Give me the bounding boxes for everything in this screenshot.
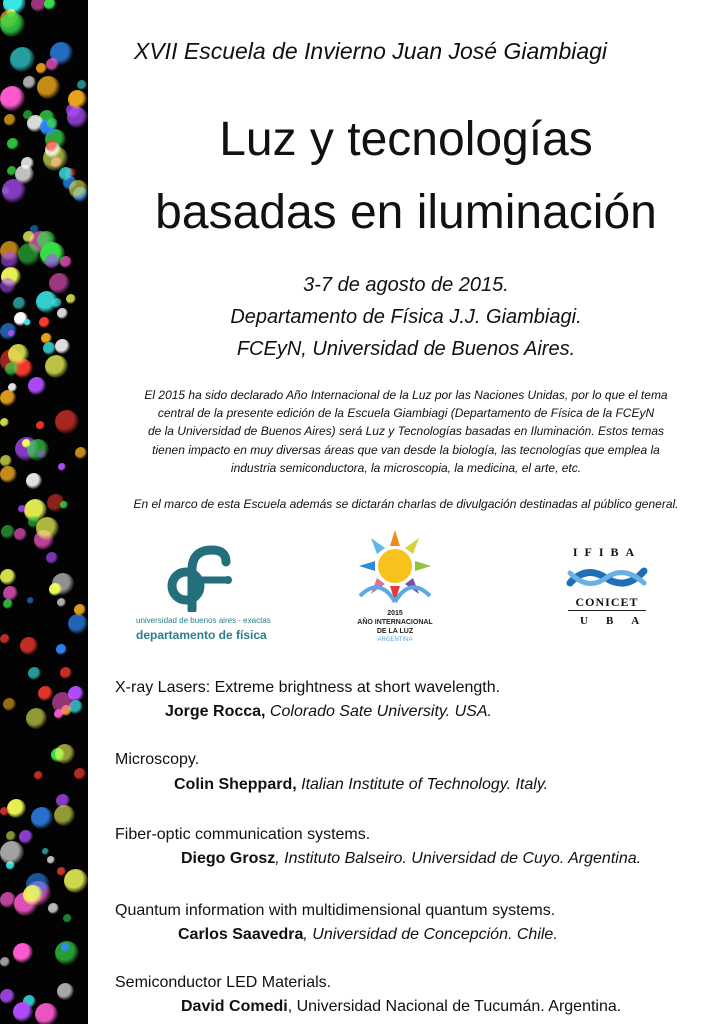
speaker-affiliation: , Universidad de Concepción. Chile.	[303, 926, 558, 943]
speaker-name: Diego Grosz	[181, 850, 276, 867]
bokeh-light	[57, 308, 68, 319]
bokeh-light	[3, 586, 18, 601]
bokeh-light	[67, 107, 88, 128]
df-logo-mark	[134, 540, 264, 612]
bokeh-light	[13, 297, 26, 310]
bokeh-light	[68, 614, 88, 634]
bokeh-light	[43, 342, 56, 355]
iyl-year: 2015	[387, 610, 403, 617]
bokeh-light	[2, 179, 26, 203]
bokeh-light	[26, 708, 47, 729]
bokeh-light	[14, 528, 27, 541]
bokeh-light	[7, 166, 17, 176]
speaker-affiliation: , Instituto Balseiro. Universidad de Cuyo. Argentina.	[275, 850, 642, 867]
bokeh-light	[57, 867, 66, 876]
event-department: Departamento de Física J.J. Giambiagi.	[230, 306, 582, 328]
conicet-name: CONICET	[575, 595, 639, 609]
bokeh-light	[74, 604, 86, 616]
bokeh-light	[31, 807, 53, 829]
poster-content	[88, 0, 724, 1024]
df-logo	[134, 540, 271, 650]
main-title-line-2: basadas en iluminación	[155, 186, 657, 239]
bokeh-light	[8, 383, 17, 392]
bokeh-light	[0, 455, 12, 467]
df-logo-name: departamento de física	[136, 628, 267, 642]
bokeh-light	[46, 58, 59, 71]
bokeh-light	[36, 421, 45, 430]
bokeh-light	[22, 439, 31, 448]
iyl-sun-icon	[350, 526, 440, 610]
bokeh-light	[0, 12, 25, 37]
talk-1-title: X-ray Lasers: Extreme brightness at short wavelength.	[115, 679, 501, 696]
bokeh-light	[45, 355, 68, 378]
bokeh-light	[0, 807, 9, 816]
bokeh-light	[55, 744, 75, 764]
uba-name: UBA	[580, 615, 658, 627]
bokeh-light	[21, 157, 34, 170]
infinity-wave-icon	[566, 563, 648, 593]
speaker-name: Colin Sheppard,	[174, 776, 297, 793]
iyl-logo	[350, 526, 440, 656]
bokeh-light	[55, 339, 70, 354]
bokeh-light	[26, 473, 42, 489]
bokeh-light	[58, 463, 66, 471]
bokeh-light	[19, 830, 33, 844]
bokeh-light	[13, 943, 33, 963]
description-line: industria semiconductora, la microscopia, la medicina, el arte, etc.	[230, 460, 582, 475]
iyl-name-line-1: AÑO INTERNACIONAL	[357, 619, 433, 626]
bokeh-light	[0, 989, 15, 1004]
bokeh-light	[0, 466, 17, 483]
bokeh-light	[46, 140, 58, 152]
bokeh-light	[56, 644, 67, 655]
bokeh-light	[6, 831, 16, 841]
bokeh-light	[18, 243, 41, 266]
ifiba-logo	[562, 545, 658, 635]
bokeh-light	[27, 597, 34, 604]
bokeh-light	[54, 805, 75, 826]
bokeh-light	[36, 517, 59, 540]
bokeh-light	[57, 598, 66, 607]
talk-1-speaker	[165, 703, 492, 721]
bokeh-light	[59, 167, 73, 181]
bokeh-light	[0, 278, 16, 294]
bokeh-light	[0, 957, 10, 967]
bokeh-light	[37, 231, 56, 250]
bokeh-light	[23, 231, 35, 243]
bokeh-light	[23, 110, 33, 120]
bokeh-light	[74, 768, 86, 780]
bokeh-light	[61, 943, 70, 952]
bokeh-light	[28, 377, 46, 395]
bokeh-light	[0, 418, 9, 427]
event-dates: 3-7 de agosto de 2015.	[303, 274, 509, 296]
bokeh-light	[8, 330, 15, 337]
bokeh-light	[7, 138, 19, 150]
bokeh-light	[52, 692, 74, 714]
bokeh-light	[55, 410, 79, 434]
description-line: de la Universidad de Buenos Aires) será Luz y Tecnologías basadas en Iluminación. Estos temas	[147, 424, 665, 439]
bokeh-light	[60, 667, 72, 679]
talk-4-title: Quantum information with multidimensional quantum systems.	[115, 902, 556, 919]
bokeh-light	[36, 291, 58, 313]
bokeh-light	[5, 362, 19, 376]
bokeh-light	[35, 1003, 58, 1024]
df-logo-subtitle: universidad de buenos aires - exactas	[136, 616, 271, 625]
talk-4-speaker	[178, 926, 558, 944]
bokeh-light	[0, 569, 16, 585]
speaker-name: Jorge Rocca,	[165, 703, 266, 720]
logo-divider	[568, 610, 646, 611]
bokeh-light	[18, 505, 26, 513]
bokeh-light	[23, 885, 43, 905]
bokeh-light	[57, 983, 74, 1000]
bokeh-light	[1, 525, 15, 539]
talk-3-speaker	[181, 850, 641, 868]
bokeh-light	[46, 552, 58, 564]
bokeh-light	[42, 848, 49, 855]
bokeh-light	[4, 114, 16, 126]
bokeh-light	[47, 118, 58, 129]
bokeh-light	[23, 76, 36, 89]
bokeh-light	[66, 294, 76, 304]
bokeh-light	[1, 251, 19, 269]
talk-3-title: Fiber-optic communication systems.	[115, 826, 371, 843]
iyl-country: ARGENTINA	[377, 637, 413, 643]
bokeh-light	[77, 80, 87, 90]
bokeh-light	[48, 903, 59, 914]
description-paragraph	[92, 386, 720, 477]
bokeh-light	[7, 799, 26, 818]
speaker-name: Carlos Saavedra	[178, 926, 304, 943]
bokeh-light	[47, 856, 55, 864]
bokeh-light	[38, 450, 46, 458]
bokeh-light	[0, 390, 16, 406]
bokeh-light	[44, 0, 56, 10]
speaker-name: David Comedi	[181, 998, 288, 1015]
bokeh-light	[49, 273, 70, 294]
bokeh-light	[24, 319, 31, 326]
bokeh-light	[13, 1002, 33, 1022]
talk-5-title: Semiconductor LED Materials.	[115, 974, 332, 991]
school-series-title: XVII Escuela de Invierno Juan José Giambiagi	[134, 38, 608, 64]
iyl-name-line-2: DE LA LUZ	[376, 628, 414, 635]
bokeh-light	[69, 180, 88, 199]
main-title-line-1: Luz y tecnologías	[219, 113, 593, 166]
public-talks-notice: En el marco de esta Escuela además se dictarán charlas de divulgación destinadas al público general.	[133, 497, 679, 511]
event-institution: FCEyN, Universidad de Buenos Aires.	[236, 338, 576, 360]
description-line: tienen impacto en muy diversas áreas que van desde la biología, las tecnologías que emplea la	[152, 442, 660, 457]
talk-2-speaker	[174, 776, 548, 794]
bokeh-light	[28, 667, 41, 680]
speaker-affiliation: Colorado Sate University. USA.	[265, 703, 492, 720]
speaker-affiliation: Italian Institute of Technology. Italy.	[296, 776, 549, 793]
bokeh-light	[0, 86, 25, 111]
bokeh-light	[34, 771, 43, 780]
bokeh-light	[0, 634, 10, 644]
bokeh-light	[68, 90, 87, 109]
bokeh-light	[0, 841, 24, 865]
bokeh-light	[39, 317, 50, 328]
ifiba-name: IFIBA	[572, 545, 642, 559]
bokeh-light	[60, 501, 68, 509]
description-line: El 2015 ha sido declarado Año Internacional de la Luz por las Naciones Unidas, por lo que el tema	[144, 388, 668, 402]
bokeh-light	[36, 63, 47, 74]
bokeh-light	[38, 686, 53, 701]
bokeh-light	[64, 869, 88, 893]
bokeh-light	[63, 914, 72, 923]
talk-2-title: Microscopy.	[115, 751, 200, 768]
bokeh-light	[3, 698, 16, 711]
bokeh-lights-strip	[0, 0, 88, 1024]
bokeh-light	[49, 583, 62, 596]
bokeh-light	[75, 447, 87, 459]
bokeh-light	[3, 599, 13, 609]
bokeh-light	[20, 637, 38, 655]
description-line: central de la presente edición de la Escuela Giambiagi (Departamento de Física de la FCEyN	[157, 406, 655, 421]
bokeh-light	[37, 76, 60, 99]
talk-5-speaker	[181, 998, 621, 1016]
speaker-affiliation: , Universidad Nacional de Tucumán. Argentina.	[287, 998, 622, 1015]
bokeh-light	[10, 47, 35, 72]
bokeh-light	[45, 254, 60, 269]
